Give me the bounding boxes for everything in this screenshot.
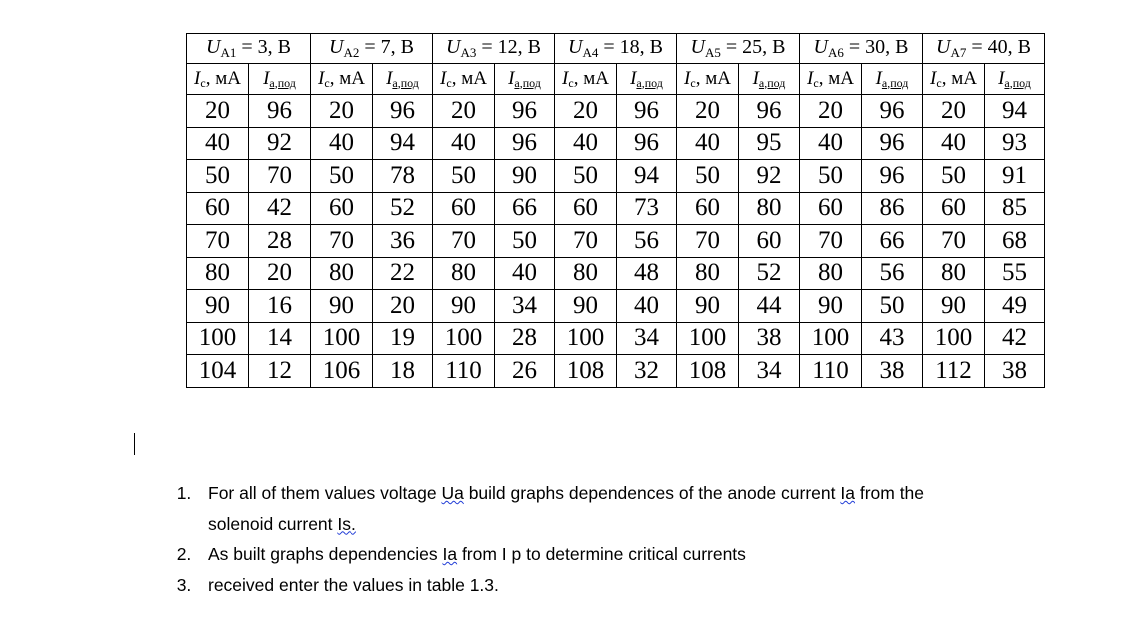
anode-current-cell: 96 (862, 127, 923, 160)
solenoid-current-cell: 20 (187, 95, 249, 128)
step-number: 3. (176, 574, 192, 595)
anode-current-cell: 52 (739, 257, 800, 290)
text-run: Ia (840, 483, 855, 503)
table-row (187, 355, 1045, 388)
anode-current-cell: 94 (985, 95, 1045, 128)
anode-current-cell: 96 (617, 95, 677, 128)
current-symbol: I (562, 67, 569, 89)
anode-current-cell: 96 (739, 95, 800, 128)
anode-current-cell: 93 (985, 127, 1045, 160)
anode-current-cell: 28 (495, 322, 555, 355)
text-run: from I p to determine critical currents (457, 544, 746, 564)
current-symbol: I (807, 67, 814, 89)
instruction-step-1-continued (160, 509, 1100, 540)
solenoid-current-cell: 100 (923, 322, 985, 355)
solenoid-current-cell: 40 (311, 127, 373, 160)
text-run: Ua (441, 483, 464, 503)
table-row (187, 95, 1045, 128)
anode-current-cell: 96 (249, 95, 311, 128)
solenoid-current-cell: 80 (311, 257, 373, 290)
anode-current-cell: 60 (739, 225, 800, 258)
table-row (187, 160, 1045, 193)
solenoid-current-cell: 20 (800, 95, 862, 128)
current-symbol: I (263, 67, 270, 89)
solenoid-current-cell: 100 (800, 322, 862, 355)
solenoid-current-cell: 20 (311, 95, 373, 128)
anode-current-cell: 40 (617, 290, 677, 323)
text-run: Ia (442, 544, 458, 564)
current-subscript: c (813, 75, 819, 90)
header-solenoid-current (311, 64, 373, 95)
header-anode-current (739, 64, 800, 95)
anode-current-cell: 95 (739, 127, 800, 160)
solenoid-current-cell: 60 (433, 192, 495, 225)
solenoid-current-cell: 90 (800, 290, 862, 323)
anode-current-cell: 94 (373, 127, 433, 160)
current-symbol: I (752, 67, 759, 89)
solenoid-current-cell: 60 (555, 192, 617, 225)
current-symbol: I (318, 67, 325, 89)
anode-current-cell: 14 (249, 322, 311, 355)
voltage-header-cell (311, 34, 433, 64)
solenoid-current-cell: 70 (677, 225, 739, 258)
table-row (187, 322, 1045, 355)
solenoid-current-cell: 40 (187, 127, 249, 160)
voltage-subscript: A3 (460, 45, 477, 60)
current-subscript: c (568, 75, 574, 90)
anode-current-cell: 96 (862, 160, 923, 193)
solenoid-current-cell: 104 (187, 355, 249, 388)
anode-current-cell: 34 (739, 355, 800, 388)
solenoid-current-cell: 90 (555, 290, 617, 323)
current-symbol: I (875, 67, 882, 89)
anode-current-cell: 52 (373, 192, 433, 225)
table-row (187, 290, 1045, 323)
solenoid-current-cell: 20 (677, 95, 739, 128)
solenoid-current-cell: 60 (800, 192, 862, 225)
anode-current-cell: 42 (249, 192, 311, 225)
step-number: 1. (176, 483, 192, 503)
text-run: . (351, 513, 356, 534)
anode-current-cell: 32 (617, 355, 677, 388)
anode-current-cell: 20 (249, 257, 311, 290)
anode-current-cell: 18 (373, 355, 433, 388)
data-table (186, 33, 1045, 388)
voltage-symbol: U (206, 36, 221, 58)
solenoid-current-cell: 20 (923, 95, 985, 128)
current-subscript: c (446, 75, 452, 90)
current-symbol: I (930, 67, 937, 89)
current-unit: , мА (818, 67, 854, 89)
solenoid-current-cell: 90 (187, 290, 249, 323)
solenoid-current-cell: 100 (555, 322, 617, 355)
voltage-symbol: U (813, 36, 828, 58)
solenoid-current-cell: 40 (923, 127, 985, 160)
voltage-value: = 40, В (971, 36, 1031, 58)
anode-current-cell: 68 (985, 225, 1045, 258)
anode-current-cell: 91 (985, 160, 1045, 193)
anode-current-cell: 96 (373, 95, 433, 128)
solenoid-current-cell: 50 (677, 160, 739, 193)
text-run: from the (854, 483, 925, 503)
solenoid-current-cell: 108 (677, 355, 739, 388)
voltage-subscript: A2 (343, 45, 360, 60)
voltage-symbol: U (568, 36, 583, 58)
anode-current-cell: 20 (373, 290, 433, 323)
solenoid-current-cell: 20 (433, 95, 495, 128)
solenoid-current-cell: 70 (311, 225, 373, 258)
current-subscript: c (690, 75, 696, 90)
solenoid-current-cell: 110 (433, 355, 495, 388)
current-unit: , мА (941, 67, 977, 89)
header-anode-current (862, 64, 923, 95)
header-solenoid-current (677, 64, 739, 95)
current-unit: , мА (451, 67, 487, 89)
voltage-symbol: U (690, 36, 705, 58)
solenoid-current-cell: 80 (923, 257, 985, 290)
anode-current-cell: 56 (617, 225, 677, 258)
anode-current-cell: 34 (495, 290, 555, 323)
anode-current-cell: 78 (373, 160, 433, 193)
table-row (187, 257, 1045, 290)
anode-current-cell: 50 (495, 225, 555, 258)
solenoid-current-cell: 70 (555, 225, 617, 258)
solenoid-current-cell: 70 (800, 225, 862, 258)
solenoid-current-cell: 100 (433, 322, 495, 355)
anode-current-cell: 92 (739, 160, 800, 193)
anode-current-cell: 66 (862, 225, 923, 258)
current-subscript: а,под (758, 75, 786, 90)
solenoid-current-cell: 20 (555, 95, 617, 128)
solenoid-current-cell: 80 (800, 257, 862, 290)
voltage-header-cell (923, 34, 1045, 64)
solenoid-current-cell: 60 (677, 192, 739, 225)
current-unit: , мА (205, 67, 241, 89)
anode-current-cell: 94 (617, 160, 677, 193)
solenoid-current-cell: 70 (923, 225, 985, 258)
anode-current-cell: 34 (617, 322, 677, 355)
solenoid-current-cell: 40 (555, 127, 617, 160)
voltage-header-cell (800, 34, 923, 64)
solenoid-current-cell: 80 (433, 257, 495, 290)
header-anode-current (495, 64, 555, 95)
solenoid-current-cell: 40 (433, 127, 495, 160)
solenoid-current-cell: 112 (923, 355, 985, 388)
solenoid-current-cell: 100 (311, 322, 373, 355)
instructions-list (160, 478, 1100, 600)
anode-current-cell: 22 (373, 257, 433, 290)
anode-current-cell: 40 (495, 257, 555, 290)
step-text (208, 539, 746, 570)
header-anode-current (985, 64, 1045, 95)
anode-current-cell: 16 (249, 290, 311, 323)
anode-current-cell: 70 (249, 160, 311, 193)
anode-current-cell: 96 (495, 127, 555, 160)
current-unit: , мА (573, 67, 609, 89)
current-unit: , мА (695, 67, 731, 89)
voltage-value: = 25, В (725, 36, 786, 58)
solenoid-current-cell: 90 (677, 290, 739, 323)
header-anode-current (617, 64, 677, 95)
text-run: Is (337, 513, 352, 534)
voltage-value: = 12, В (481, 36, 541, 58)
solenoid-current-cell: 110 (800, 355, 862, 388)
anode-current-cell: 36 (373, 225, 433, 258)
step-number: 2. (176, 544, 192, 564)
solenoid-current-cell: 100 (677, 322, 739, 355)
anode-current-cell: 80 (739, 192, 800, 225)
solenoid-current-cell: 50 (800, 160, 862, 193)
solenoid-current-cell: 60 (311, 192, 373, 225)
voltage-subscript: A4 (582, 45, 599, 60)
solenoid-current-cell: 100 (187, 322, 249, 355)
instruction-step-1 (160, 478, 1100, 509)
table-row (187, 192, 1045, 225)
solenoid-current-cell: 50 (311, 160, 373, 193)
current-subscript: а,под (514, 75, 541, 90)
current-symbol: I (684, 67, 691, 89)
solenoid-current-cell: 70 (187, 225, 249, 258)
solenoid-current-cell: 50 (555, 160, 617, 193)
anode-current-cell: 38 (739, 322, 800, 355)
current-subscript: c (324, 75, 330, 90)
anode-current-cell: 26 (495, 355, 555, 388)
solenoid-current-cell: 108 (555, 355, 617, 388)
solenoid-current-cell: 40 (800, 127, 862, 160)
current-subscript: а,под (881, 75, 909, 90)
current-subscript: а,под (1004, 75, 1031, 90)
header-solenoid-current (187, 64, 249, 95)
anode-current-cell: 28 (249, 225, 311, 258)
voltage-value: = 30, В (848, 36, 909, 58)
text-run: solenoid current (208, 513, 338, 534)
solenoid-current-cell: 60 (187, 192, 249, 225)
solenoid-current-cell: 50 (433, 160, 495, 193)
voltage-header-cell (677, 34, 800, 64)
text-run: build graphs dependences of the anode current (463, 483, 841, 503)
anode-current-cell: 85 (985, 192, 1045, 225)
anode-current-cell: 43 (862, 322, 923, 355)
text-cursor (134, 433, 135, 455)
anode-current-cell: 38 (862, 355, 923, 388)
anode-current-cell: 56 (862, 257, 923, 290)
current-symbol: I (630, 67, 637, 89)
voltage-symbol: U (936, 36, 951, 58)
anode-current-cell: 49 (985, 290, 1045, 323)
anode-current-cell: 90 (495, 160, 555, 193)
current-subscript: c (200, 75, 206, 90)
current-subscript: а,под (636, 75, 663, 90)
voltage-value: = 7, В (364, 36, 414, 58)
voltage-value: = 3, В (241, 36, 291, 58)
step-text (208, 478, 924, 509)
header-solenoid-current (800, 64, 862, 95)
voltage-subscript: A7 (950, 45, 967, 60)
header-solenoid-current (555, 64, 617, 95)
text-run: As built graphs dependencies (208, 544, 443, 564)
solenoid-current-cell: 80 (555, 257, 617, 290)
solenoid-current-cell: 70 (433, 225, 495, 258)
voltage-header-row (187, 34, 1045, 64)
solenoid-current-cell: 80 (677, 257, 739, 290)
current-symbol: I (440, 67, 447, 89)
current-symbol: I (386, 67, 393, 89)
solenoid-current-cell: 106 (311, 355, 373, 388)
anode-current-cell: 55 (985, 257, 1045, 290)
anode-current-cell: 73 (617, 192, 677, 225)
anode-current-cell: 96 (495, 95, 555, 128)
solenoid-current-cell: 80 (187, 257, 249, 290)
anode-current-cell: 92 (249, 127, 311, 160)
current-subscript: а,под (392, 75, 419, 90)
header-anode-current (373, 64, 433, 95)
solenoid-current-cell: 90 (433, 290, 495, 323)
voltage-subscript: A6 (827, 45, 844, 60)
current-unit: , мА (329, 67, 365, 89)
solenoid-current-cell: 50 (923, 160, 985, 193)
solenoid-current-cell: 60 (923, 192, 985, 225)
step-text: received enter the values in table 1.3. (208, 574, 499, 595)
solenoid-current-cell: 40 (677, 127, 739, 160)
text-run: For all of them values voltage (208, 483, 442, 503)
instruction-step-2 (160, 539, 1100, 570)
header-solenoid-current (433, 64, 495, 95)
current-subscript: а,под (269, 75, 296, 90)
anode-current-cell: 19 (373, 322, 433, 355)
anode-current-cell: 42 (985, 322, 1045, 355)
solenoid-current-cell: 90 (311, 290, 373, 323)
voltage-header-cell (433, 34, 555, 64)
anode-current-cell: 66 (495, 192, 555, 225)
anode-current-cell: 96 (862, 95, 923, 128)
anode-current-cell: 86 (862, 192, 923, 225)
current-symbol: I (194, 67, 201, 89)
table-row (187, 225, 1045, 258)
instruction-step-3 (160, 570, 1100, 601)
voltage-symbol: U (446, 36, 461, 58)
current-symbol: I (508, 67, 515, 89)
voltage-header-cell (187, 34, 311, 64)
voltage-value: = 18, В (603, 36, 663, 58)
anode-current-cell: 44 (739, 290, 800, 323)
anode-current-cell: 50 (862, 290, 923, 323)
voltage-subscript: A1 (220, 45, 237, 60)
current-subscript: c (936, 75, 942, 90)
header-anode-current (249, 64, 311, 95)
solenoid-current-cell: 50 (187, 160, 249, 193)
anode-current-cell: 38 (985, 355, 1045, 388)
voltage-header-cell (555, 34, 677, 64)
voltage-subscript: A5 (704, 45, 721, 60)
current-symbol: I (998, 67, 1005, 89)
voltage-symbol: U (329, 36, 344, 58)
anode-current-cell: 48 (617, 257, 677, 290)
table-row (187, 127, 1045, 160)
anode-current-cell: 12 (249, 355, 311, 388)
column-header-row (187, 64, 1045, 95)
header-solenoid-current (923, 64, 985, 95)
solenoid-current-cell: 90 (923, 290, 985, 323)
anode-current-cell: 96 (617, 127, 677, 160)
